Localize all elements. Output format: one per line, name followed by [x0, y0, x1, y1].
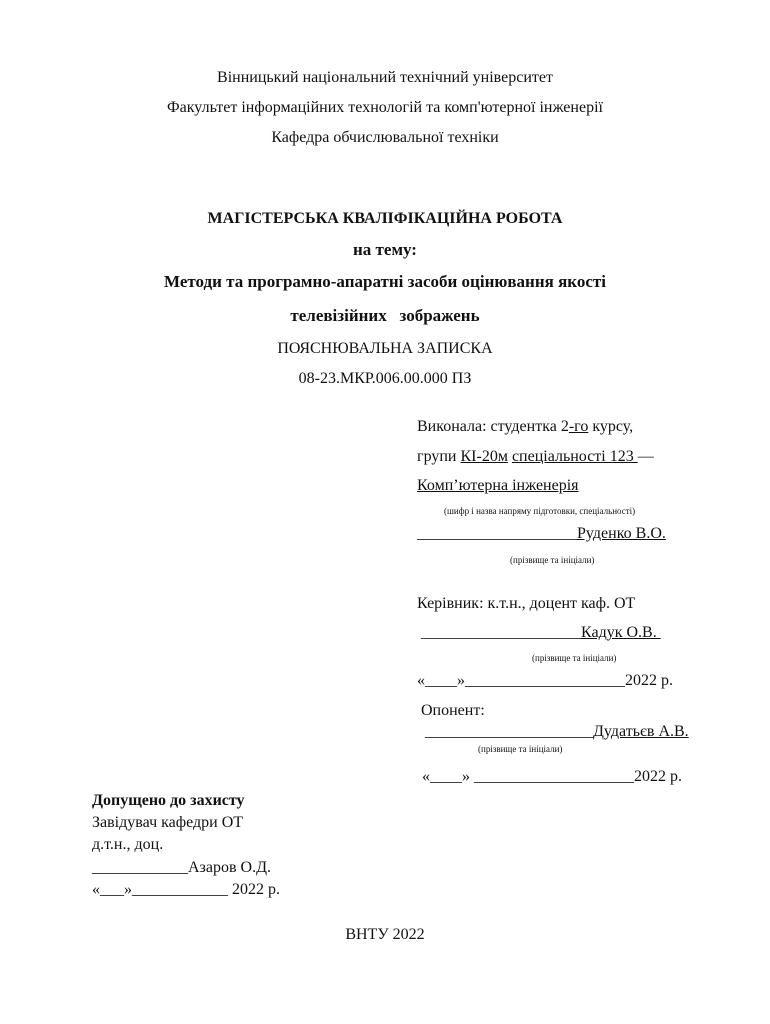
university-name: Вінницький національний технічний університет: [217, 69, 553, 86]
topic-line-2: телевізійних зображень: [290, 306, 480, 325]
document-code: 08-23.МКР.006.00.000 ПЗ: [298, 370, 472, 387]
opponent-date: «____» ____________________2022 р.: [422, 768, 682, 785]
admission-date: «___»____________ 2022 р.: [92, 881, 280, 898]
opponent-signature: [425, 722, 689, 742]
specialty-caption: (шифр і назва напряму підготовки, спеціальності): [444, 506, 636, 516]
opponent-name-caption: (прізвище та ініціали): [478, 744, 563, 754]
student-name-caption: (прізвище та ініціали): [510, 555, 595, 565]
specialty-word: спеціальності 123: [511, 448, 638, 465]
student-course: -го: [568, 418, 589, 435]
admission-degree: д.т.н., доц.: [92, 836, 164, 853]
supervisor-date-open: «: [417, 672, 425, 689]
group-prefix: групи: [417, 448, 461, 465]
group-code: КІ-20м: [460, 448, 508, 465]
student-name: Руденко В.О.: [577, 525, 666, 542]
supervisor-label: Керівник: к.т.н., доцент каф. ОТ: [417, 595, 636, 612]
supervisor-name-caption: (прізвище та ініціали): [532, 653, 617, 663]
footer-city-year: ВНТУ 2022: [345, 926, 425, 943]
opponent-label: Опонент:: [421, 702, 485, 719]
document-type: ПОЯСНЮВАЛЬНА ЗАПИСКА: [277, 340, 493, 357]
topic-line-1: Методи та програмно-апаратні засоби оцінювання якості: [164, 272, 606, 291]
specialty-dash: —: [637, 448, 654, 465]
student-suffix: курсу,: [588, 418, 634, 435]
department-name: Кафедра обчислювальної техніки: [271, 129, 499, 146]
supervisor-signature-line: ____________________: [421, 624, 581, 641]
admission-head: Завідувач кафедри ОТ: [92, 814, 244, 831]
supervisor-date-year: 2022 р.: [625, 672, 673, 689]
faculty-name: Факультет інформаційних технологій та комп'ютерної інженерії: [167, 99, 603, 116]
opponent-signature-line: _____________________: [425, 723, 593, 740]
student-line: [417, 417, 633, 437]
supervisor-name: Кадук О.В.: [581, 624, 661, 641]
supervisor-date-blank: ____: [425, 672, 457, 689]
student-signature: [417, 524, 666, 544]
supervisor-signature: [421, 623, 661, 643]
specialty-name: Комп’ютерна інженерія: [417, 477, 579, 494]
opponent-name: Дудатьєв А.В.: [593, 723, 689, 740]
admission-title: Допущено до захисту: [92, 792, 245, 809]
student-prefix: Виконала: студентка 2: [417, 418, 569, 435]
admission-signature: ____________Азаров О.Д.: [92, 859, 271, 876]
supervisor-date: [417, 671, 673, 691]
supervisor-date-close: »: [457, 672, 465, 689]
student-signature-line: ____________________: [417, 525, 577, 542]
group-line: [417, 447, 654, 467]
work-type: МАГІСТЕРСЬКА КВАЛІФІКАЦІЙНА РОБОТА: [207, 210, 563, 227]
supervisor-date-line: ____________________: [465, 672, 625, 689]
on-topic-label: на тему:: [353, 240, 417, 259]
